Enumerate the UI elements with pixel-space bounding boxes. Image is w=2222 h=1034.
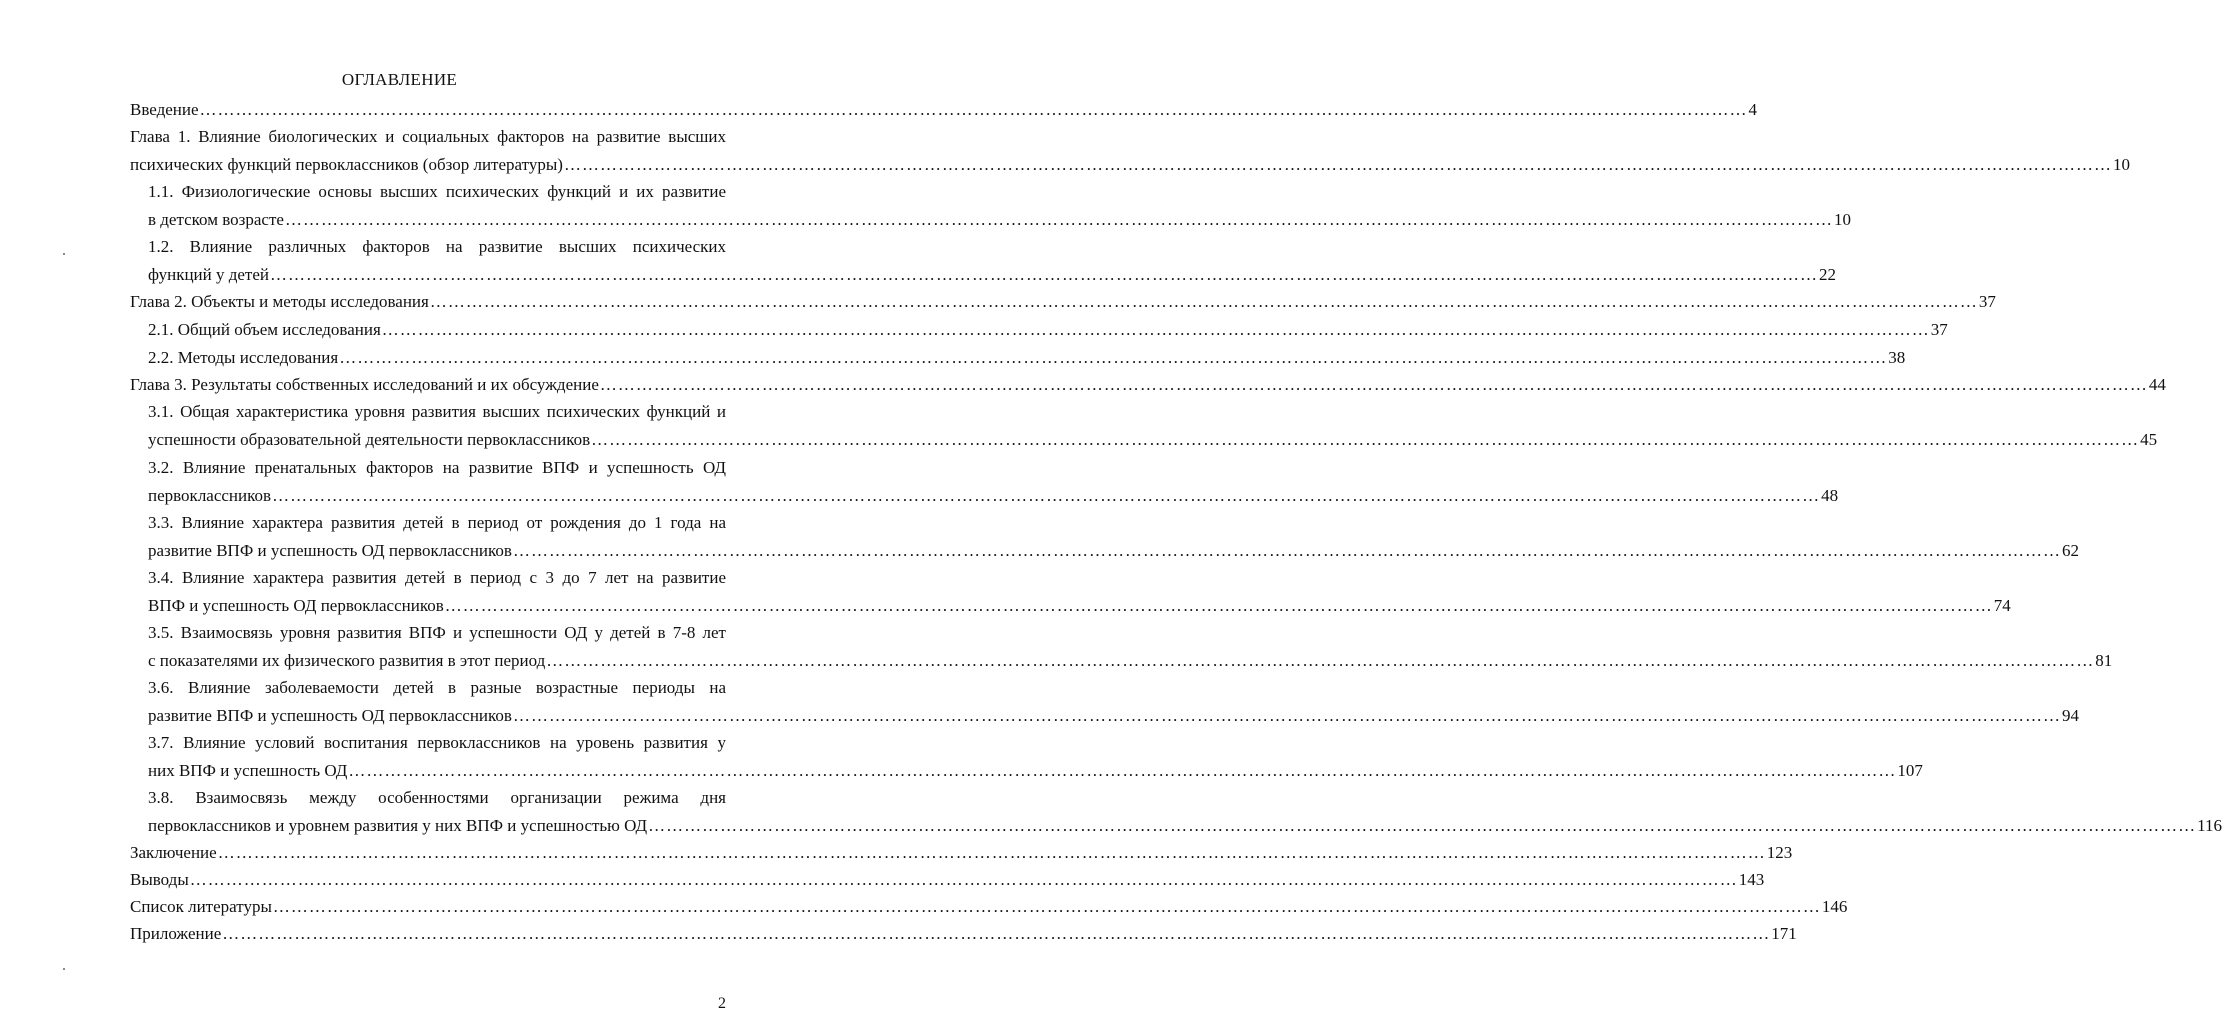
toc-entry[interactable]: [130, 920, 1797, 948]
toc-entry-row: [148, 344, 1906, 372]
margin-speck: [63, 968, 65, 970]
toc-entry-row: [148, 702, 2079, 730]
toc-entry-text: первоклассников: [148, 485, 272, 505]
toc-entry[interactable]: [148, 233, 1837, 288]
toc-entry-text: 2.2. Методы исследования: [148, 348, 339, 367]
page-number: 2: [718, 995, 726, 1012]
toc-page-number: 10: [2112, 154, 2130, 174]
toc-page-number: 143: [1738, 870, 1765, 889]
toc-page-number: 81: [2095, 650, 2113, 670]
toc-entry[interactable]: [130, 866, 1765, 894]
toc-entry-text: Список литературы: [130, 897, 272, 916]
toc-entry-text: развитие ВПФ и успешность ОД первоклассников: [148, 540, 512, 560]
toc-page-number: 116: [2197, 815, 2222, 835]
dot-leader: ……………………………………………………………………………………………………………………………………………………………………………………………………………………………………: [348, 760, 1897, 780]
toc-entry-text: 3.5. Взаимосвязь уровня развития ВПФ и успешности ОД у детей в 7-8 лет: [148, 623, 726, 642]
dot-leader: ……………………………………………………………………………………………………………………………………………………………………………………………………………………………………: [272, 897, 1821, 916]
dot-leader: ……………………………………………………………………………………………………………………………………………………………………………………………………………………………………: [272, 485, 1821, 505]
toc-page-number: 62: [2061, 540, 2079, 560]
dot-leader: ……………………………………………………………………………………………………………………………………………………………………………………………………………………………………: [284, 209, 1833, 229]
dot-leader: ……………………………………………………………………………………………………………………………………………………………………………………………………………………………………: [444, 595, 1993, 615]
toc-entry[interactable]: [130, 371, 2166, 399]
toc-entry[interactable]: [148, 398, 2158, 453]
toc-entry-row: [148, 261, 1837, 289]
toc-entry-row: [130, 920, 1797, 948]
toc-page-number: 4: [1748, 100, 1758, 119]
toc-entry-text: 2.1. Общий объем исследования: [148, 320, 381, 339]
toc-entry-text: 3.2. Влияние пренатальных факторов на развитие ВПФ и успешность ОД: [148, 458, 726, 477]
toc-entry-row: [148, 482, 1839, 510]
toc-entry-text: 3.4. Влияние характера развития детей в период с 3 до 7 лет на развитие: [148, 568, 726, 587]
toc-entry-row: [130, 96, 1758, 124]
toc-entry-text: 3.1. Общая характеристика уровня развития высших психических функций и: [148, 402, 726, 421]
toc-entry[interactable]: [148, 344, 1906, 372]
dot-leader: ……………………………………………………………………………………………………………………………………………………………………………………………………………………………………: [512, 540, 2061, 560]
toc-entry-row: [130, 371, 2166, 399]
toc-entry-text: 1.2. Влияние различных факторов на развитие высших психических: [148, 237, 726, 256]
dot-leader: ……………………………………………………………………………………………………………………………………………………………………………………………………………………………………: [381, 320, 1930, 339]
toc-entry[interactable]: [130, 96, 1758, 124]
toc-entry-text: первоклассников и уровнем развития у них ВПФ и успешностью ОД: [148, 815, 648, 835]
toc-entry-text: Введение: [130, 100, 199, 119]
toc-entry-row: [148, 812, 2222, 840]
toc-entry[interactable]: [148, 564, 2011, 619]
toc-entry[interactable]: [148, 509, 2079, 564]
toc-entry[interactable]: [148, 316, 1948, 344]
toc-entry[interactable]: [148, 784, 2222, 839]
dot-leader: ……………………………………………………………………………………………………………………………………………………………………………………………………………………………………: [199, 100, 1748, 119]
toc-entry[interactable]: [130, 288, 1996, 316]
toc-entry-row: [130, 839, 1793, 867]
toc-entry-text: Глава 3. Результаты собственных исследований и их обсуждение: [130, 375, 599, 394]
toc-entry-text: с показателями их физического развития в этот период: [148, 650, 546, 670]
toc-page-number: 45: [2140, 429, 2158, 449]
toc-entry-text: Глава 2. Объекты и методы исследования: [130, 292, 429, 311]
toc-entry-text: ВПФ и успешность ОД первоклассников: [148, 595, 444, 615]
toc-entry-text: Приложение: [130, 924, 222, 943]
dot-leader: ……………………………………………………………………………………………………………………………………………………………………………………………………………………………………: [189, 870, 1738, 889]
dot-leader: ……………………………………………………………………………………………………………………………………………………………………………………………………………………………………: [339, 348, 1888, 367]
toc-page-number: 171: [1771, 924, 1797, 943]
toc-page-number: 48: [1821, 485, 1839, 505]
toc-entry-text: Глава 1. Влияние биологических и социальных факторов на развитие высших: [130, 127, 726, 146]
toc-entry-row: [148, 647, 2113, 675]
dot-leader: ……………………………………………………………………………………………………………………………………………………………………………………………………………………………………: [563, 154, 2112, 174]
toc-entry-text: 3.8. Взаимосвязь между особенностями организации режима дня: [148, 788, 726, 807]
toc-page-number: 37: [1978, 292, 1996, 311]
toc-entry-text: Выводы: [130, 870, 189, 889]
dot-leader: ……………………………………………………………………………………………………………………………………………………………………………………………………………………………………: [429, 292, 1978, 311]
dot-leader: ……………………………………………………………………………………………………………………………………………………………………………………………………………………………………: [270, 264, 1819, 284]
dot-leader: ……………………………………………………………………………………………………………………………………………………………………………………………………………………………………: [217, 843, 1766, 862]
toc-entry[interactable]: [130, 123, 2130, 178]
toc-entry-row: [130, 288, 1996, 316]
toc-entry-row: [148, 757, 1923, 785]
dot-leader: ……………………………………………………………………………………………………………………………………………………………………………………………………………………………………: [599, 375, 2148, 394]
toc-entry[interactable]: [130, 839, 1793, 867]
toc-entry[interactable]: [148, 454, 1839, 509]
dot-leader: ……………………………………………………………………………………………………………………………………………………………………………………………………………………………………: [512, 705, 2061, 725]
toc-page-number: 107: [1897, 760, 1923, 780]
toc-entry-text: них ВПФ и успешность ОД: [148, 760, 348, 780]
toc-entry-text: функций у детей: [148, 264, 270, 284]
toc-page-number: 94: [2061, 705, 2079, 725]
toc-entry-text: развитие ВПФ и успешность ОД первоклассников: [148, 705, 512, 725]
toc-page-number: 146: [1821, 897, 1848, 916]
toc-entry[interactable]: [148, 674, 2079, 729]
toc-entry-text: 3.3. Влияние характера развития детей в период от рождения до 1 года на: [148, 513, 726, 532]
margin-speck: [63, 253, 65, 255]
toc-entry[interactable]: [130, 893, 1848, 921]
toc-entry-text: Заключение: [130, 843, 217, 862]
toc-entry-text: 1.1. Физиологические основы высших психических функций и их развитие: [148, 182, 726, 201]
toc-entry-row: [148, 206, 1851, 234]
toc-entry-row: [130, 866, 1765, 894]
toc-entry-text: успешности образовательной деятельности первоклассников: [148, 429, 591, 449]
toc-entry-text: психических функций первоклассников (обзор литературы): [130, 154, 563, 174]
toc-entry-text: в детском возрасте: [148, 209, 284, 229]
toc-page-number: 22: [1819, 264, 1837, 284]
dot-leader: ……………………………………………………………………………………………………………………………………………………………………………………………………………………………………: [648, 815, 2197, 835]
toc-entry-row: [148, 316, 1948, 344]
toc-page-number: 123: [1766, 843, 1793, 862]
toc-page-number: 37: [1930, 320, 1948, 339]
toc-entry[interactable]: [148, 729, 1923, 784]
toc-page-number: 38: [1888, 348, 1906, 367]
toc-entry[interactable]: [148, 178, 1851, 233]
toc-entry-row: [130, 151, 2130, 179]
dot-leader: ……………………………………………………………………………………………………………………………………………………………………………………………………………………………………: [222, 924, 1771, 943]
toc-entry-row: [130, 893, 1848, 921]
toc-entry-row: [148, 537, 2079, 565]
toc-entry-text: 3.7. Влияние условий воспитания первоклассников на уровень развития у: [148, 733, 726, 752]
dot-leader: ……………………………………………………………………………………………………………………………………………………………………………………………………………………………………: [546, 650, 2095, 670]
dot-leader: ……………………………………………………………………………………………………………………………………………………………………………………………………………………………………: [591, 429, 2140, 449]
toc-page-number: 74: [1993, 595, 2011, 615]
toc-entry-text: 3.6. Влияние заболеваемости детей в разные возрастные периоды на: [148, 678, 726, 697]
toc-entry-row: [148, 426, 2158, 454]
toc-entry-row: [148, 592, 2011, 620]
page-title: ОГЛАВЛЕНИЕ: [341, 70, 458, 89]
toc-page-number: 44: [2148, 375, 2166, 394]
toc-page-number: 10: [1833, 209, 1851, 229]
toc-entry[interactable]: [148, 619, 2113, 674]
